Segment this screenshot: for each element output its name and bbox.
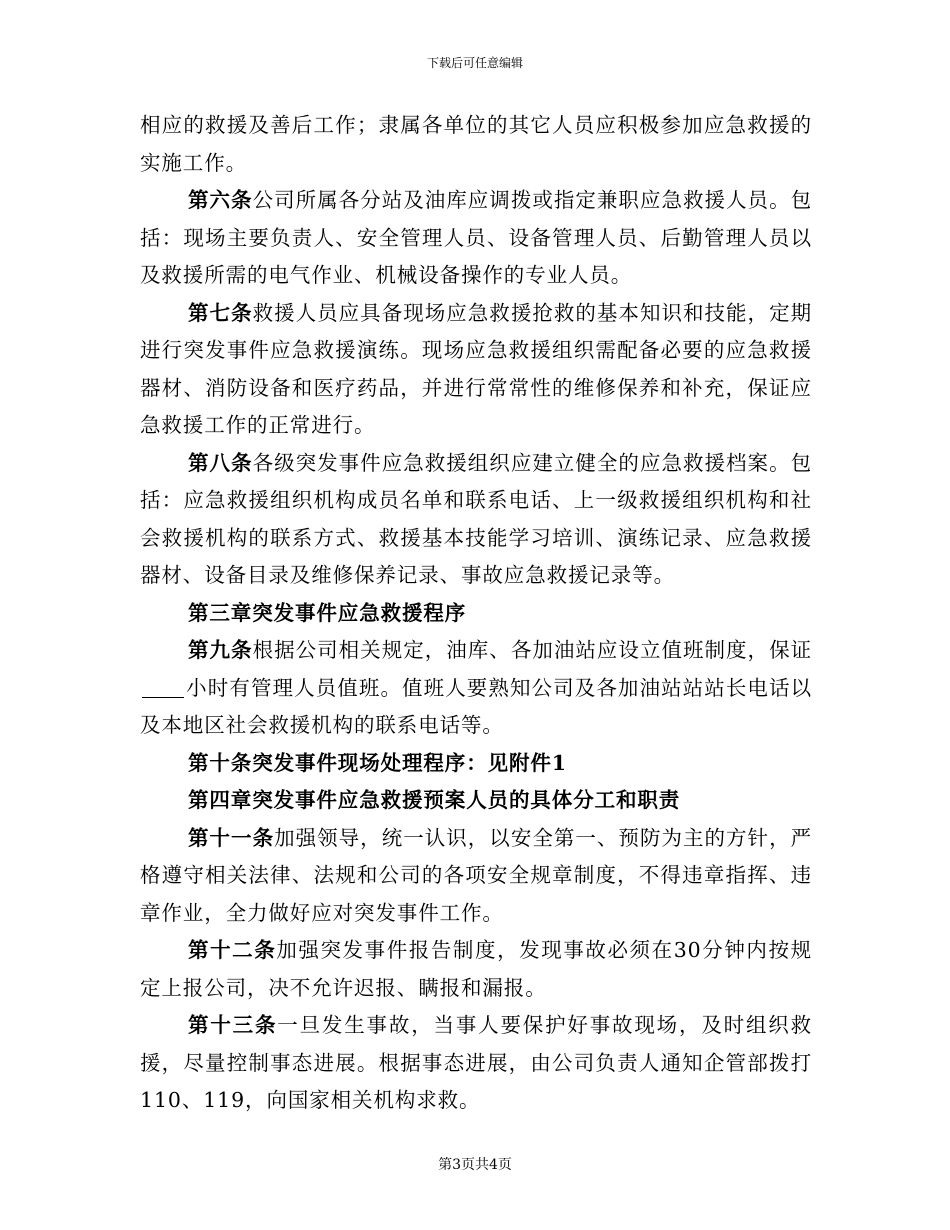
- article-label: 第十一条: [188, 825, 275, 850]
- article-13: [140, 1007, 812, 1120]
- article-text: 加强领导，统一认识，以安全第一、预防为主的方针，严格遵守相关法律、法规和公司的各项安全规章制度，不得违章指挥、违章作业，全力做好应对突发事件工作。: [140, 825, 812, 925]
- chapter-3-heading: 第三章突发事件应急救援程序: [188, 600, 467, 625]
- chapter-4-heading: 第四章突发事件应急救援预案人员的具体分工和职责: [188, 788, 681, 812]
- article-text: 公司所属各分站及油库应调拨或指定兼职应急救援人员。包括：现场主要负责人、安全管理人员、设备管理人员、后勤管理人员以及救援所需的电气作业、机械设备操作的专业人员。: [140, 188, 813, 287]
- article-text-continued: 小时有管理人员值班。值班人要熟知公司及各加油站站站长电话以及本地区社会救援机构的联系电话等。: [140, 675, 812, 737]
- article-label: 第八条: [188, 450, 253, 475]
- article-12: [140, 932, 812, 1007]
- article-label: 第六条: [188, 188, 253, 212]
- article-11: [140, 820, 812, 933]
- article-7: [140, 295, 812, 445]
- blank-underline: [142, 677, 184, 698]
- article-6: [140, 182, 812, 295]
- article-8: [140, 445, 812, 595]
- article-label: 第七条: [188, 300, 253, 325]
- document-body: [140, 107, 812, 1120]
- article-text: 根据公司相关规定，油库、各加油站应设立值班制度，保证: [252, 638, 813, 662]
- article-label: 第九条: [188, 638, 253, 662]
- article-label: 第十二条: [188, 938, 277, 962]
- page-header: 下载后可任意编辑: [426, 56, 523, 70]
- article-label: 第十三条: [188, 1013, 278, 1037]
- article-10-heading: 第十条突发事件现场处理程序：见附件1: [188, 750, 567, 775]
- article-text: 一旦发生事故，当事人要保护好事故现场，及时组织救援，尽量控制事态进展。根据事态进展，由公司负责人通知企管部拨打110、119，向国家相关机构求救。: [140, 1013, 812, 1112]
- article-9: [140, 632, 812, 745]
- article-text: 各级突发事件应急救援组织应建立健全的应急救援档案。包括：应急救援组织机构成员名单和联系电话、上一级救援组织机构和社会救援机构的联系方式、救援基本技能学习培训、演练记录、应急救援器材、设备目录及维修保养记录、事故应急救援记录等。: [140, 450, 813, 587]
- paragraph-text: 相应的救援及善后工作；隶属各单位的其它人员应积极参加应急救援的实施工作。: [140, 113, 812, 175]
- article-text: 加强突发事件报告制度，发现事故必须在30分钟内按规定上报公司，决不允许迟报、瞒报和漏报。: [140, 938, 812, 1000]
- page-footer: 第3页共4页: [438, 1157, 512, 1173]
- paragraph-1: [140, 107, 812, 182]
- article-text: 救援人员应具备现场应急救援抢救的基本知识和技能，定期进行突发事件应急救援演练。现场应急救援组织需配备必要的应急救援器材、消防设备和医疗药品，并进行常常性的维修保养和补充，保证应急救援工作的正常进行。: [140, 300, 813, 437]
